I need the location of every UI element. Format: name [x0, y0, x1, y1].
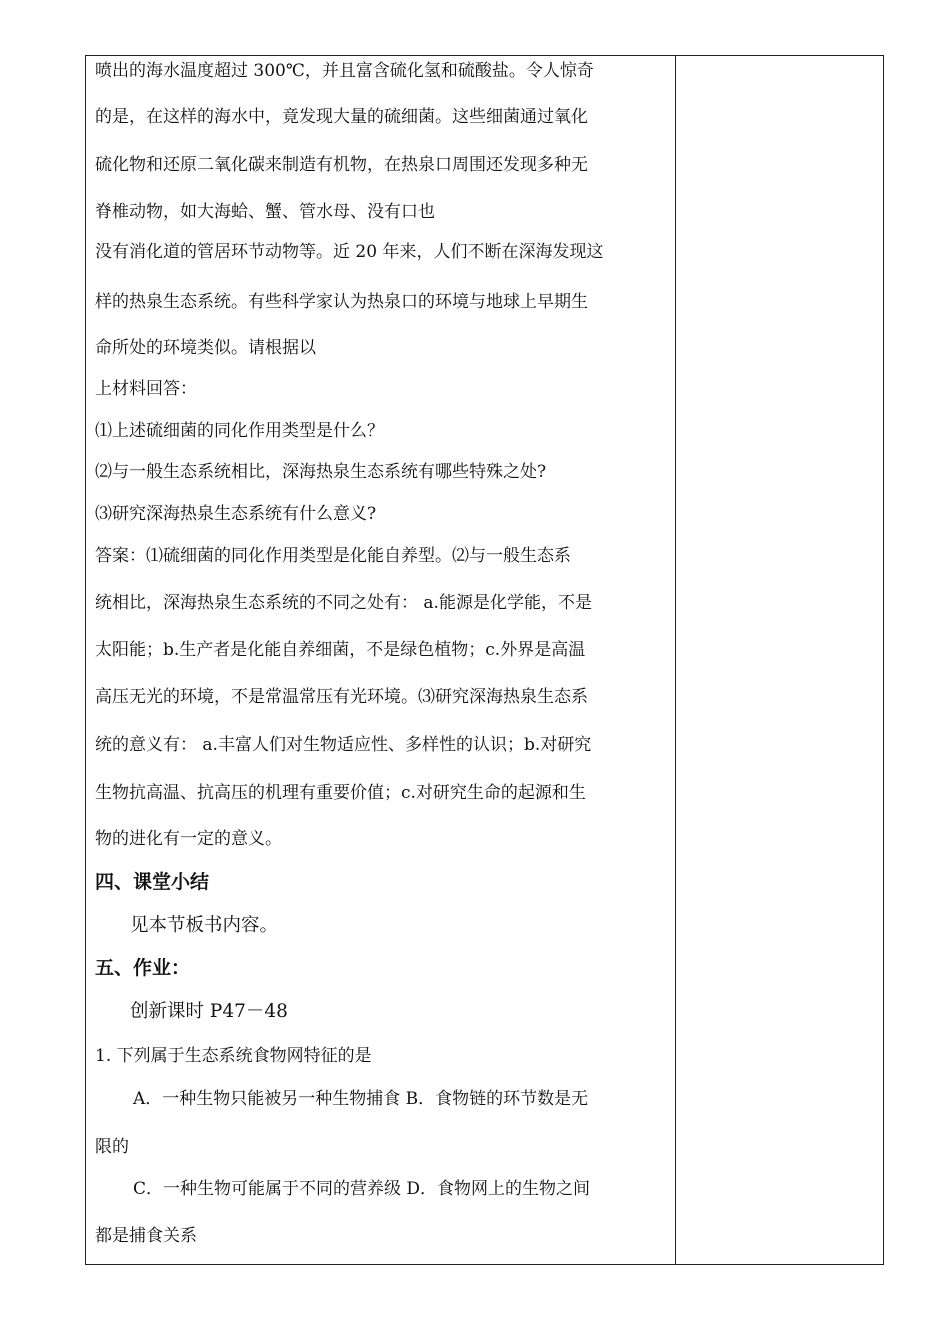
- passage-line: 硫化物和还原二氧化碳来制造有机物，在热泉口周围还发现多种无: [95, 155, 588, 175]
- question-3: ⑶研究深海热泉生态系统有什么意义?: [95, 504, 377, 524]
- passage-line: 命所处的环境类似。请根据以: [95, 338, 316, 358]
- passage-line: 脊椎动物，如大海蛤、蟹、管水母、没有口也: [95, 202, 435, 222]
- exercise-options-ab: A．一种生物只能被另一种生物捕食 B．食物链的环节数是无: [133, 1089, 589, 1109]
- column-divider: [675, 55, 676, 1265]
- exercise-options-ab-cont: 限的: [95, 1137, 129, 1157]
- exercise-options-cd: C．一种生物可能属于不同的营养级 D．食物网上的生物之间: [133, 1179, 591, 1199]
- homework-heading: 五、作业：: [95, 957, 191, 979]
- passage-line: 没有消化道的管居环节动物等。近 20 年来，人们不断在深海发现这: [95, 242, 604, 262]
- answer-line: 统相比，深海热泉生态系统的不同之处有： a.能源是化学能，不是: [95, 593, 592, 613]
- answer-line: 生物抗高温、抗高压的机理有重要价值；c.对研究生命的起源和生: [95, 783, 586, 803]
- summary-heading: 四、课堂小结: [95, 871, 210, 893]
- answer-line: 太阳能；b.生产者是化能自养细菌，不是绿色植物；c.外界是高温: [95, 640, 586, 660]
- passage-line: 喷出的海水温度超过 300℃，并且富含硫化氢和硫酸盐。令人惊奇: [95, 61, 594, 81]
- passage-line: 的是，在这样的海水中，竟发现大量的硫细菌。这些细菌通过氧化: [95, 107, 588, 127]
- answer-line: 高压无光的环境，不是常温常压有光环境。⑶研究深海热泉生态系: [95, 687, 588, 707]
- passage-line: 上材料回答：: [95, 379, 197, 399]
- answer-line: 答案：⑴硫细菌的同化作用类型是化能自养型。⑵与一般生态系: [95, 546, 571, 566]
- answer-line: 物的进化有一定的意义。: [95, 829, 282, 849]
- answer-line: 统的意义有： a.丰富人们对生物适应性、多样性的认识；b.对研究: [95, 735, 592, 755]
- homework-text: 创新课时 P47－48: [130, 1001, 288, 1022]
- exercise-question: 1. 下列属于生态系统食物网特征的是: [95, 1046, 372, 1066]
- question-2: ⑵与一般生态系统相比，深海热泉生态系统有哪些特殊之处?: [95, 462, 547, 482]
- exercise-options-cd-cont: 都是捕食关系: [95, 1226, 197, 1246]
- summary-text: 见本节板书内容。: [130, 915, 279, 936]
- passage-line: 样的热泉生态系统。有些科学家认为热泉口的环境与地球上早期生: [95, 292, 588, 312]
- question-1: ⑴上述硫细菌的同化作用类型是什么？: [95, 421, 384, 441]
